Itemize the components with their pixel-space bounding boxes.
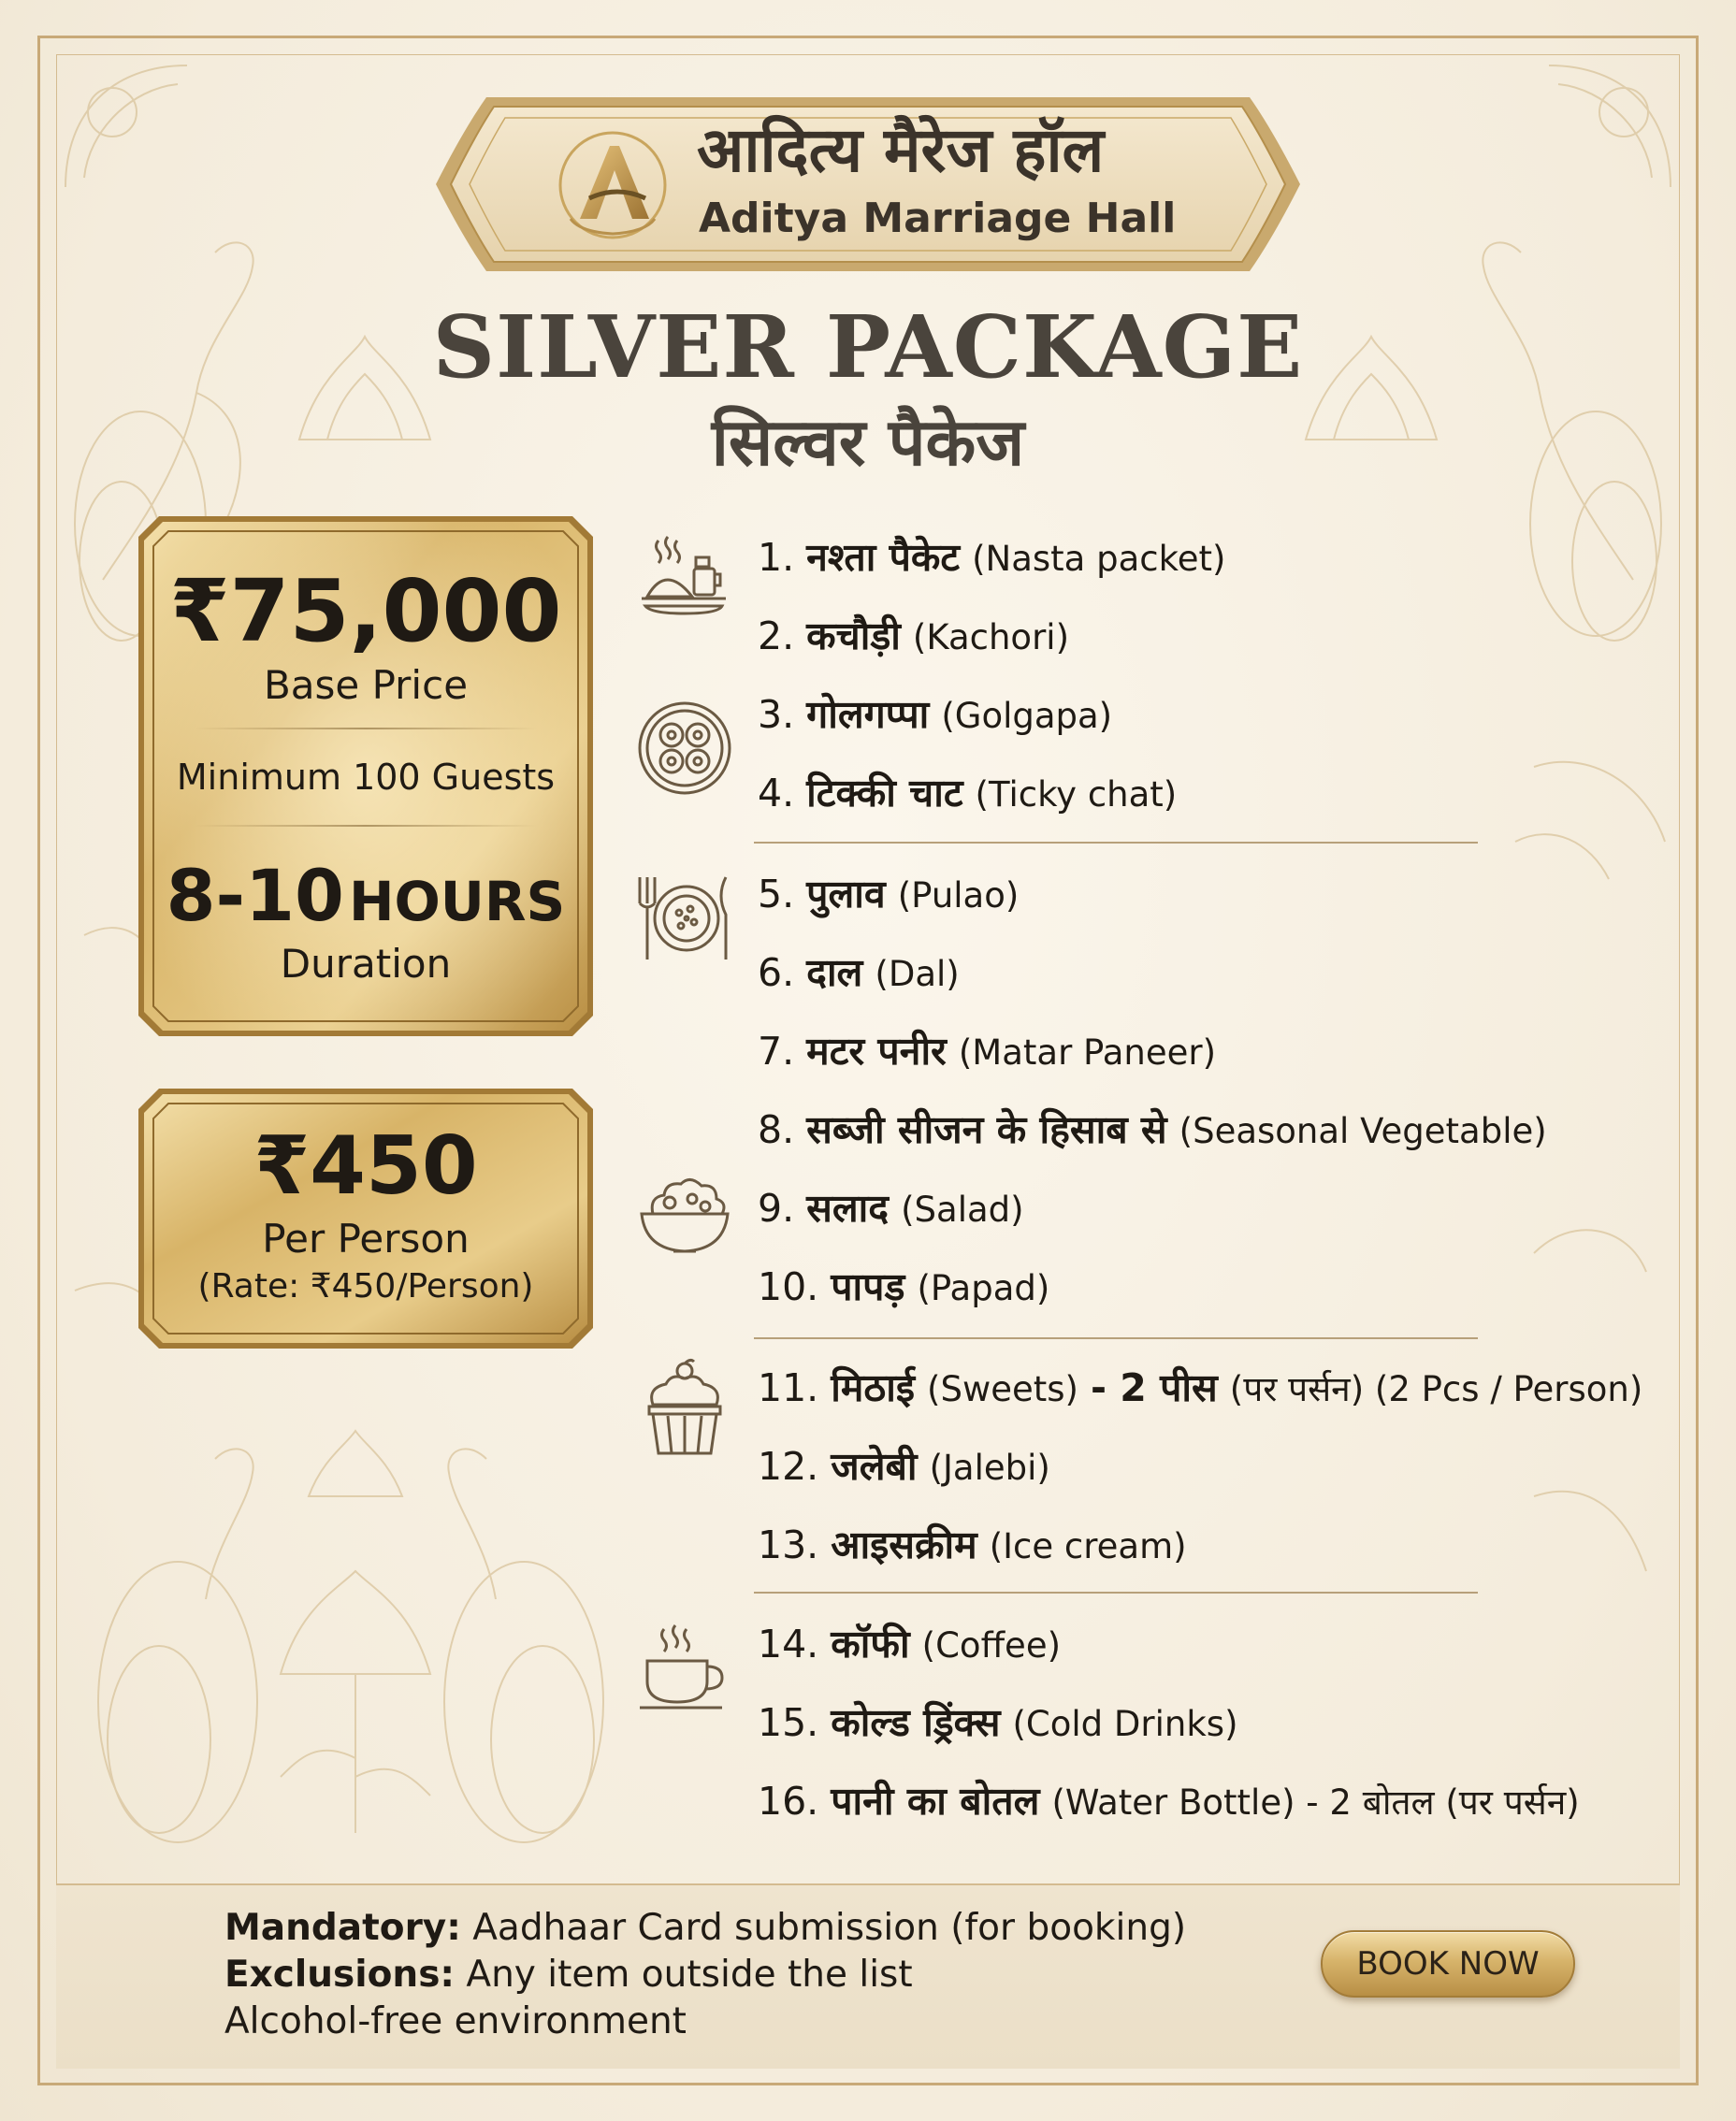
menu-item-number: 6. [758, 950, 795, 995]
menu-item [758, 613, 1069, 658]
menu-item-english: (Ticky chat) [975, 774, 1178, 815]
menu-item-number: 15. [758, 1700, 819, 1745]
menu-item-hindi: कॉफी [831, 1622, 910, 1666]
menu-item-english: (Sweets) [927, 1369, 1078, 1409]
menu-item-english: (Water Bottle) - 2 बोतल (पर पर्सन) [1051, 1782, 1580, 1823]
menu-item [758, 1522, 1187, 1567]
menu-item-hindi: पापड़ [831, 1264, 905, 1309]
panel-divider [195, 728, 537, 729]
menu-item-number: 4. [758, 771, 795, 815]
menu-item-hindi: पानी का बोतल [831, 1779, 1040, 1824]
menu-item-english: (Kachori) [912, 617, 1069, 657]
menu-item-hindi: कोल्ड ड्रिंक्स [831, 1700, 1001, 1745]
menu-item [758, 1779, 1580, 1824]
menu-item [758, 1365, 1643, 1410]
package-title-english: SILVER PACKAGE [432, 296, 1304, 397]
menu-item-number: 9. [758, 1186, 795, 1231]
per-person-label: Per Person [262, 1216, 470, 1262]
salad-bowl-icon [636, 1171, 733, 1259]
menu-item-english: (Pulao) [897, 875, 1020, 916]
hours-value: 8-10 [166, 854, 344, 937]
menu-item [758, 1444, 1050, 1489]
menu-item-number: 3. [758, 692, 795, 737]
menu-item-number: 12. [758, 1444, 819, 1489]
menu-item-number: 14. [758, 1622, 819, 1666]
menu-item-number: 2. [758, 613, 795, 658]
base-price-value: ₹75,000 [169, 561, 562, 661]
menu-item-english: (Dal) [875, 954, 960, 994]
alcohol-note: Alcohol-free environment [224, 2000, 687, 2042]
menu-item-hindi: मिठाई [831, 1365, 915, 1410]
exclusions-label: Exclusions: [224, 1954, 455, 1996]
book-now-button[interactable]: BOOK NOW [1321, 1930, 1575, 1998]
hours-unit: HOURS [348, 870, 566, 933]
menu-item-hindi: टिक्की चाट [806, 771, 963, 815]
menu-item-hindi: सलाद [806, 1186, 890, 1231]
menu-item-number: 11. [758, 1365, 819, 1410]
hall-name-english: Aditya Marriage Hall [699, 195, 1177, 242]
menu-item-hindi: आइसक्रीम [831, 1522, 977, 1567]
menu-item-english: (Seasonal Vegetable) [1179, 1111, 1547, 1151]
menu-item-number: 5. [758, 872, 795, 916]
menu-item-english: (Ice cream) [989, 1526, 1187, 1566]
menu-item-english: (Cold Drinks) [1012, 1704, 1238, 1744]
menu-item [758, 692, 1113, 737]
minimum-guests: Minimum 100 Guests [176, 757, 556, 798]
menu-item [758, 872, 1020, 916]
menu-item [758, 1107, 1547, 1152]
group-divider [754, 1592, 1478, 1594]
menu-item [758, 1622, 1062, 1666]
exclusions-text: Any item outside the list [466, 1954, 913, 1996]
menu-item [758, 1029, 1217, 1074]
menu-item [758, 1264, 1050, 1309]
menu-item-number: 8. [758, 1107, 795, 1152]
duration-label: Duration [280, 941, 452, 987]
menu-item-english: (Nasta packet) [972, 539, 1226, 579]
menu-item-english: (Golgapa) [941, 696, 1113, 736]
panel-divider [195, 825, 537, 827]
menu-item-number: 7. [758, 1029, 795, 1074]
menu-item-hindi: सब्जी सीजन के हिसाब से [806, 1107, 1167, 1152]
menu-item [758, 950, 960, 995]
coffee-cup-icon [636, 1623, 733, 1721]
menu-item-english: (Matar Paneer) [958, 1032, 1217, 1073]
snack-plate-icon [638, 531, 731, 625]
menu-item-english: (Jalebi) [929, 1448, 1050, 1488]
menu-item [758, 535, 1226, 580]
menu-item-english: (Papad) [917, 1268, 1050, 1308]
hours-line [138, 854, 593, 937]
mandatory-label: Mandatory: [224, 1907, 461, 1949]
menu-item-hindi: जलेबी [831, 1444, 918, 1489]
hall-logo-icon [552, 129, 673, 241]
dinner-plate-icon [632, 872, 735, 965]
menu-item-hindi: नश्ता पैकेट [806, 535, 961, 580]
per-person-panel [138, 1089, 593, 1349]
menu-item [758, 1700, 1238, 1745]
mandatory-text: Aadhaar Card submission (for booking) [472, 1907, 1187, 1949]
exclusions-line [224, 1954, 913, 1996]
group-divider [754, 1337, 1478, 1339]
group-divider [754, 842, 1478, 844]
menu-item-hindi: मटर पनीर [806, 1029, 947, 1074]
menu-item-hindi: दाल [806, 950, 863, 995]
mandatory-line [224, 1907, 1187, 1949]
menu-item-number: 10. [758, 1264, 819, 1309]
menu-item [758, 1186, 1024, 1231]
menu-item-quantity: - 2 पीस [1091, 1365, 1218, 1410]
golgappa-plate-icon [636, 700, 733, 797]
menu-item [758, 771, 1178, 815]
menu-item-number: 16. [758, 1779, 819, 1824]
menu-item-hindi: पुलाव [806, 872, 886, 916]
per-person-rate: (Rate: ₹450/Person) [197, 1267, 534, 1306]
menu-item-number: 1. [758, 535, 795, 580]
menu-item-note: (पर पर्सन) (2 Pcs / Person) [1229, 1369, 1643, 1409]
menu-item-english: (Coffee) [921, 1625, 1062, 1666]
menu-item-hindi: गोलगप्पा [806, 692, 930, 737]
package-title-hindi: सिल्वर पैकेज [711, 404, 1025, 481]
hall-name-hindi: आदित्य मैरेज हॉल [697, 114, 1105, 186]
menu-item-number: 13. [758, 1522, 819, 1567]
base-price-panel [138, 516, 593, 1036]
menu-item-hindi: कचौड़ी [806, 613, 901, 658]
base-price-label: Base Price [263, 662, 469, 708]
per-person-price: ₹450 [253, 1119, 478, 1213]
cupcake-icon [640, 1358, 730, 1461]
menu-item-english: (Salad) [901, 1190, 1024, 1230]
